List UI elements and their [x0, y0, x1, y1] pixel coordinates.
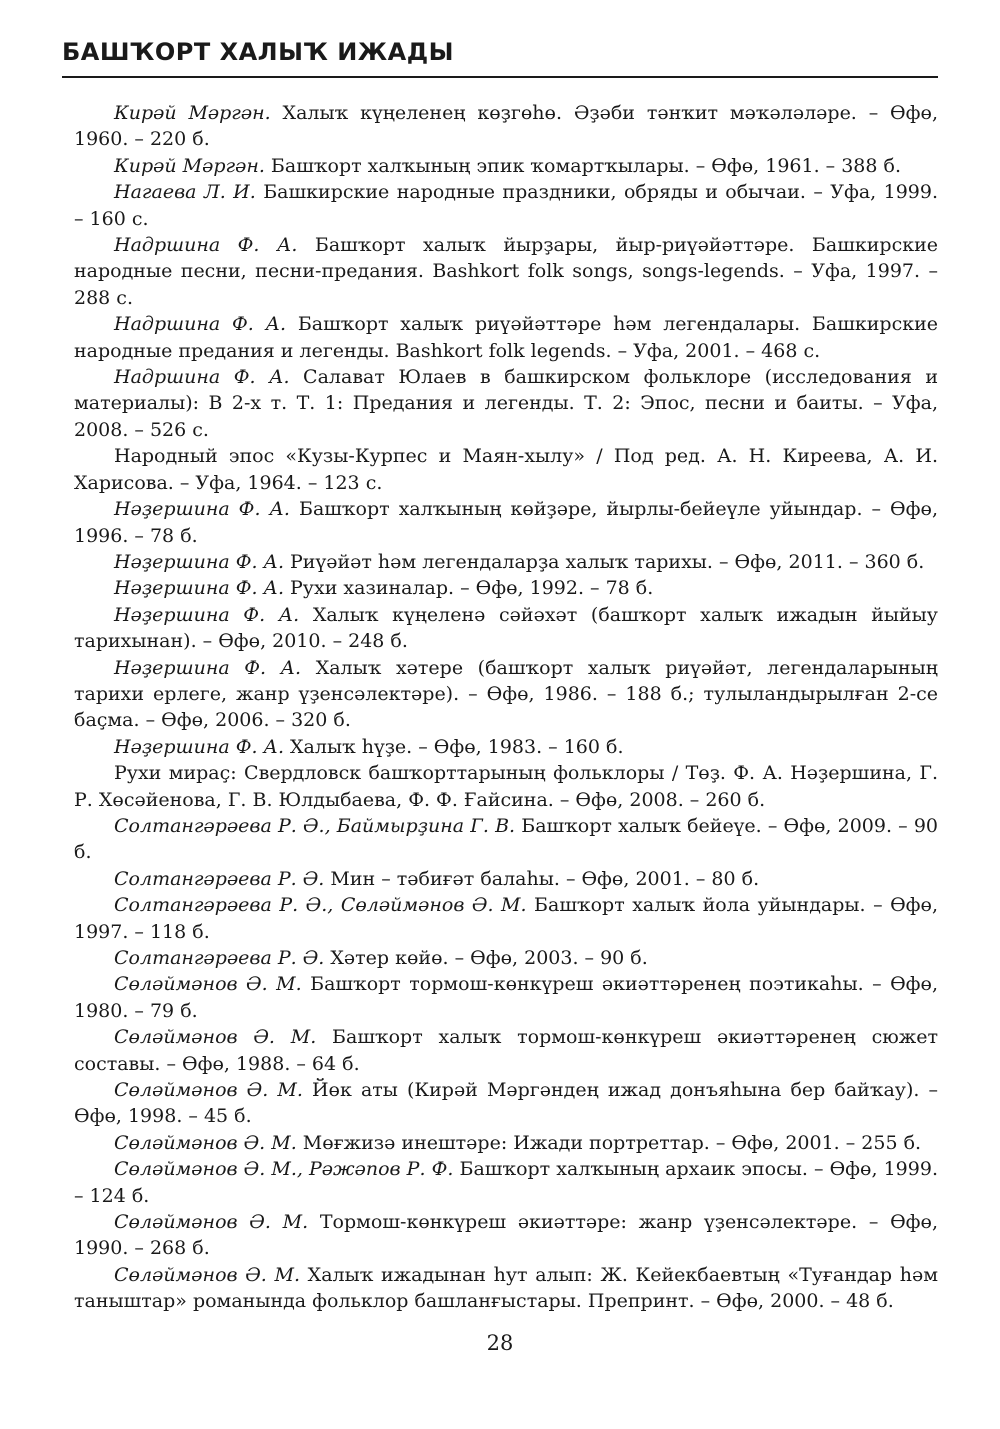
entry-author: Нәҙершина Ф. А.: [114, 656, 302, 679]
bibliography-entry: [74, 1077, 938, 1130]
bibliography-entry: [74, 549, 938, 575]
bibliography-entry: [74, 1209, 938, 1262]
entry-author: Сөләймәнов Ә. М.: [114, 1263, 301, 1286]
entry-text: Риүәйәт һәм легендаларҙа халыҡ тарихы. – Өфө, 2011. – 360 б.: [283, 550, 925, 573]
bibliography-entry: [74, 443, 938, 496]
entry-author: Кирәй Мәргән.: [114, 154, 265, 177]
entry-author: Нәҙершина Ф. А.: [114, 550, 284, 573]
bibliography-entry: [74, 179, 938, 232]
bibliography-entry: [74, 311, 938, 364]
entry-author: Сөләймәнов Ә. М.: [114, 973, 302, 996]
entry-author: Солтангәрәева Р. Ә., Сөләймәнов Ә. М.: [114, 894, 527, 917]
running-header: БАШҠОРТ ХАЛЫҠ ИЖАДЫ: [62, 38, 454, 66]
entry-text: Салават Юлаев в башкирском фольклоре (исследования и материалы): В 2-х т. Т. 1: Предания и легенды. Т. 2: Эпос, песни и баиты. – Уфа, 2008. – 526 с.: [74, 366, 939, 441]
bibliography-entry: [74, 971, 938, 1024]
entry-text: Хәтер көйө. – Өфө, 2003. – 90 б.: [324, 947, 648, 969]
entry-text: Халыҡ күңеленә сәйәхәт (башҡорт халыҡ ижадын йыйыу тарихынан). – Өфө, 2010. – 248 б.: [74, 603, 938, 653]
entry-text: Халыҡ күңеленең көҙгөһө. Әҙәби тәнҡит мәҡәләләре. – Өфө, 1960. – 220 б.: [74, 102, 938, 151]
entry-author: Надршина Ф. А.: [114, 366, 290, 389]
entry-author: Сөләймәнов Ә. М.: [114, 1079, 303, 1102]
entry-text: Башҡорт халҡының эпик ҡомартҡылары. – Өфө, 1961. – 388 б.: [264, 154, 902, 177]
entry-text: Башҡорт тормош-көнкүреш әкиәттәренең поэтикаһы. – Өфө, 1980. – 79 б.: [74, 973, 938, 1022]
entry-text: Йөк аты (Кирәй Мәргәндең ижад донъяһына бер байҡау). – Өфө, 1998. – 45 б.: [74, 1079, 938, 1128]
entry-text: Рухи хазиналар. – Өфө, 1992. – 78 б.: [283, 577, 654, 600]
entry-text: Тормош-көнкүреш әкиәттәре: жанр үҙенсәлектәре. – Өфө, 1990. – 268 б.: [74, 1211, 938, 1260]
entry-author: Надршина Ф. А.: [114, 234, 298, 257]
entry-author: Сөләймәнов Ә. М.: [114, 1211, 309, 1234]
bibliography-list: [74, 100, 938, 1315]
bibliography-entry: [74, 655, 938, 734]
entry-text: Башҡорт халҡының архаик эпосы. – Өфө, 1999. – 124 б.: [74, 1158, 938, 1207]
bibliography-entry: [74, 813, 938, 866]
entry-text: Башҡорт халыҡ бейеүе. – Өфө, 2009. – 90 б.: [74, 814, 938, 864]
entry-author: Кирәй Мәргән.: [114, 102, 271, 124]
bibliography-entry: [74, 945, 938, 971]
entry-author: Нагаева Л. И.: [114, 181, 256, 204]
entry-author: Солтангәрәева Р. Ә.: [114, 947, 325, 969]
entry-author: Солтангәрәева Р. Ә., Баймырҙина Г. В.: [114, 814, 516, 837]
entry-text: Мин – тәбиғәт балаһы. – Өфө, 2001. – 80 б.: [324, 867, 760, 890]
entry-author: Надршина Ф. А.: [114, 313, 287, 336]
entry-text: Башҡорт халҡының көйҙәре, йырлы-бейеүле уйындар. – Өфө, 1996. – 78 б.: [74, 498, 938, 547]
entry-author: Нәҙершина Ф. А.: [114, 498, 290, 521]
bibliography-entry: [74, 602, 938, 655]
header-rule: [62, 76, 938, 78]
bibliography-entry: [74, 892, 938, 945]
entry-text: Народный эпос «Кузы-Курпес и Маян-хылу» / Под ред. А. Н. Киреева, А. И. Харисова. – Уфа, 1964. – 123 с.: [74, 445, 938, 494]
bibliography-entry: [74, 1262, 938, 1315]
bibliography-entry: [74, 1156, 938, 1209]
entry-text: Халыҡ һүҙе. – Өфө, 1983. – 160 б.: [283, 735, 624, 758]
bibliography-entry: [74, 364, 938, 443]
entry-text: Башҡорт халыҡ йола уйындары. – Өфө, 1997. – 118 б.: [74, 894, 939, 943]
entry-author: Сөләймәнов Ә. М.: [114, 1131, 297, 1154]
entry-author: Нәҙершина Ф. А.: [114, 577, 284, 600]
bibliography-entry: [74, 1024, 938, 1077]
entry-text: Мөғжизә инештәре: Ижади портреттар. – Өфө, 2001. – 255 б.: [296, 1131, 922, 1154]
entry-text: Халыҡ ижадынан һут алып: Ж. Кейекбаевтың «Туғандар һәм таныштар» романында фольклор башланғыстары. Препринт. – Өфө, 2000. – 48 б.: [74, 1263, 938, 1313]
entry-text: Халыҡ хәтере (башҡорт халыҡ риүәйәт, легендаларының тарихи ерлеге, жанр үҙенсәлектәре). – Өфө, 1986. – 188 б.; тулыландырылған 2-се баҫма. – Өфө, 2006. – 320 б.: [74, 656, 938, 732]
entry-author: Солтангәрәева Р. Ә.: [114, 867, 325, 890]
bibliography-entry: [74, 232, 938, 311]
bibliography-entry: [74, 496, 938, 549]
entry-author: Сөләймәнов Ә. М.: [114, 1026, 317, 1049]
bibliography-entry: [74, 575, 938, 601]
bibliography-entry: [74, 153, 938, 179]
entry-text: Башҡорт халыҡ йырҙары, йыр-риүәйәттәре. Башкирские народные песни, песни-предания. Bashkort folk songs, songs-legends. – Уфа, 1997. – 288 с.: [74, 234, 939, 309]
entry-text: Башкирские народные праздники, обряды и обычаи. – Уфа, 1999. – 160 с.: [74, 181, 939, 230]
entry-author: Сөләймәнов Ә. М., Рәжәпов Р. Ф.: [114, 1158, 454, 1181]
bibliography-entry: [74, 760, 938, 813]
entry-text: Рухи мираҫ: Свердловск башҡорттарының фольклоры / Төҙ. Ф. А. Нәҙершина, Г. Р. Хөсәйенова, Г. В. Юлдыбаева, Ф. Ф. Ғайсина. – Өфө, 2008. – 260 б.: [74, 762, 938, 811]
entry-text: Башҡорт халыҡ риүәйәттәре һәм легендалары. Башкирские народные предания и легенды. Bashkort folk legends. – Уфа, 2001. – 468 с.: [74, 313, 938, 362]
bibliography-entry: [74, 734, 938, 760]
bibliography-entry: [74, 866, 938, 892]
bibliography-entry: [74, 100, 938, 153]
page-number: 28: [486, 1331, 514, 1355]
entry-author: Нәҙершина Ф. А.: [114, 603, 300, 626]
bibliography-entry: [74, 1130, 938, 1156]
entry-author: Нәҙершина Ф. А.: [114, 735, 284, 758]
entry-text: Башҡорт халыҡ тормош-көнкүреш әкиәттәренең сюжет составы. – Өфө, 1988. – 64 б.: [74, 1026, 938, 1075]
